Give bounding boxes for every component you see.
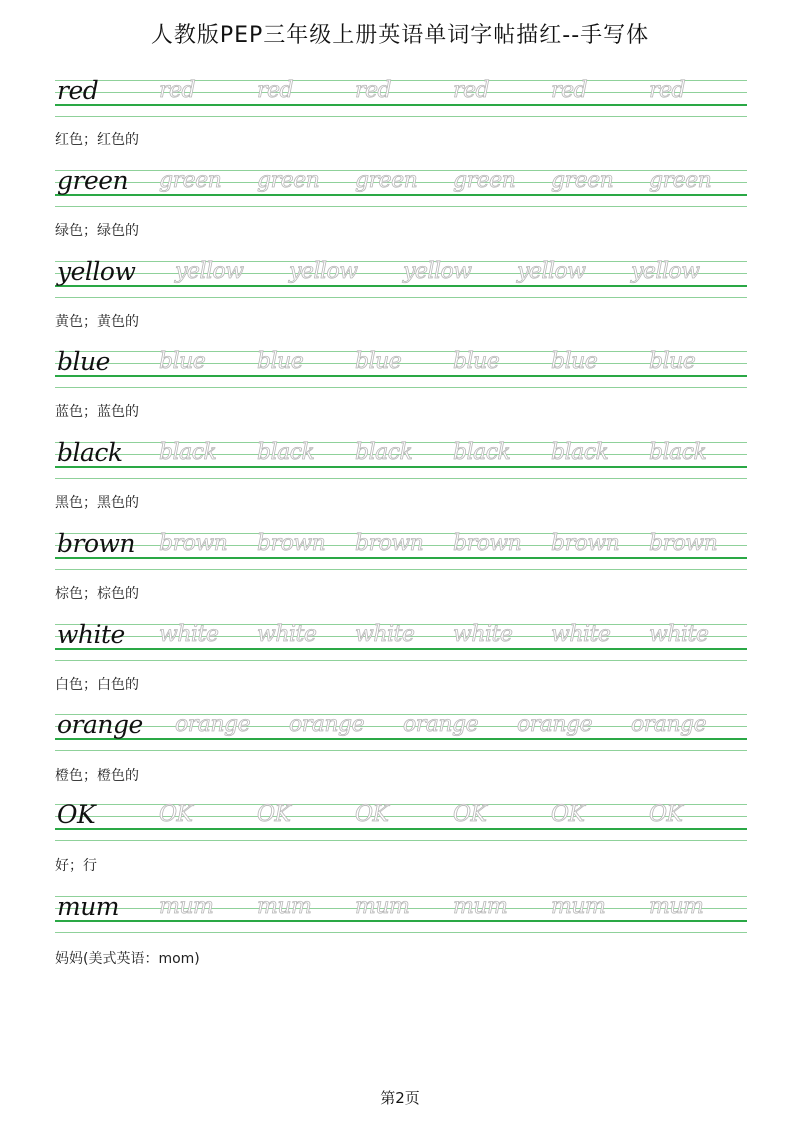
trace-word: blue (649, 349, 696, 374)
trace-word: white (551, 622, 611, 647)
model-word: mum (57, 892, 120, 921)
trace-word: orange (289, 712, 365, 737)
practice-row (55, 347, 747, 411)
guide-line (55, 297, 747, 298)
trace-word: green (159, 168, 222, 193)
guide-line (55, 569, 747, 570)
trace-word: green (355, 168, 418, 193)
trace-word: orange (175, 712, 251, 737)
model-word: yellow (57, 257, 136, 286)
model-word: OK (57, 800, 96, 829)
trace-word: black (355, 440, 413, 465)
word-meaning: 妈妈(美式英语：mom) (55, 951, 200, 967)
trace-word: red (649, 78, 686, 103)
trace-word: black (649, 440, 707, 465)
trace-word: brown (159, 531, 228, 556)
trace-word: orange (631, 712, 707, 737)
trace-word: black (551, 440, 609, 465)
guide-line (55, 387, 747, 388)
guide-line (55, 920, 747, 922)
trace-word: green (551, 168, 614, 193)
trace-word: green (649, 168, 712, 193)
trace-word: yellow (631, 259, 700, 284)
practice-row (55, 620, 747, 684)
trace-word: red (355, 78, 392, 103)
model-word: orange (57, 710, 143, 739)
guide-line (55, 660, 747, 661)
guide-line (55, 478, 747, 479)
practice-row (55, 166, 747, 230)
practice-row (55, 257, 747, 321)
trace-word: green (257, 168, 320, 193)
guide-line (55, 648, 747, 650)
trace-word: brown (453, 531, 522, 556)
guide-line (55, 557, 747, 559)
trace-word: white (159, 622, 219, 647)
trace-word: blue (551, 349, 598, 374)
trace-word: OK (453, 802, 487, 827)
model-word: white (57, 620, 125, 649)
trace-word: white (257, 622, 317, 647)
guide-line (55, 194, 747, 196)
trace-word: blue (257, 349, 304, 374)
trace-word: OK (355, 802, 389, 827)
guide-line (55, 840, 747, 841)
model-word: black (57, 438, 123, 467)
trace-word: mum (159, 894, 214, 919)
trace-word: black (453, 440, 511, 465)
model-word: blue (57, 347, 110, 376)
guide-line (55, 116, 747, 117)
trace-word: blue (159, 349, 206, 374)
trace-word: mum (453, 894, 508, 919)
word-meaning: 绿色；绿色的 (55, 223, 139, 239)
guide-line (55, 104, 747, 106)
model-word: brown (57, 529, 136, 558)
trace-word: mum (649, 894, 704, 919)
word-meaning: 棕色；棕色的 (55, 586, 139, 602)
page-title: 人教版PEP三年级上册英语单词字帖描红--手写体 (150, 23, 650, 48)
guide-line (55, 285, 747, 287)
trace-word: black (257, 440, 315, 465)
guide-line (55, 932, 747, 933)
page-number: 第2页 (380, 1089, 420, 1107)
trace-word: yellow (403, 259, 472, 284)
trace-word: red (453, 78, 490, 103)
word-meaning: 橙色；橙色的 (55, 768, 139, 784)
guide-line (55, 375, 747, 377)
trace-word: white (649, 622, 709, 647)
trace-word: orange (403, 712, 479, 737)
trace-word: red (257, 78, 294, 103)
practice-row (55, 892, 747, 956)
trace-word: blue (355, 349, 402, 374)
guide-line (55, 828, 747, 830)
trace-word: mum (551, 894, 606, 919)
guide-line (55, 750, 747, 751)
trace-word: yellow (517, 259, 586, 284)
model-word: green (57, 166, 129, 195)
word-meaning: 白色；白色的 (55, 677, 139, 693)
trace-word: brown (355, 531, 424, 556)
trace-word: brown (551, 531, 620, 556)
trace-word: red (159, 78, 196, 103)
trace-word: OK (257, 802, 291, 827)
trace-word: red (551, 78, 588, 103)
practice-row (55, 76, 747, 140)
trace-word: brown (257, 531, 326, 556)
trace-word: OK (159, 802, 193, 827)
trace-word: green (453, 168, 516, 193)
trace-word: mum (257, 894, 312, 919)
word-meaning: 蓝色；蓝色的 (55, 404, 139, 420)
practice-row (55, 800, 747, 864)
trace-word: orange (517, 712, 593, 737)
word-meaning: 黄色；黄色的 (55, 314, 139, 330)
guide-line (55, 738, 747, 740)
guide-line (55, 206, 747, 207)
trace-word: yellow (175, 259, 244, 284)
trace-word: black (159, 440, 217, 465)
word-meaning: 好；行 (55, 858, 97, 874)
trace-word: OK (649, 802, 683, 827)
trace-word: white (453, 622, 513, 647)
word-meaning: 红色；红色的 (55, 132, 139, 148)
trace-word: yellow (289, 259, 358, 284)
trace-word: brown (649, 531, 718, 556)
practice-row (55, 529, 747, 593)
guide-line (55, 466, 747, 468)
trace-word: blue (453, 349, 500, 374)
word-meaning: 黑色；黑色的 (55, 495, 139, 511)
practice-row (55, 438, 747, 502)
trace-word: white (355, 622, 415, 647)
practice-row (55, 710, 747, 774)
trace-word: mum (355, 894, 410, 919)
model-word: red (57, 76, 99, 105)
trace-word: OK (551, 802, 585, 827)
